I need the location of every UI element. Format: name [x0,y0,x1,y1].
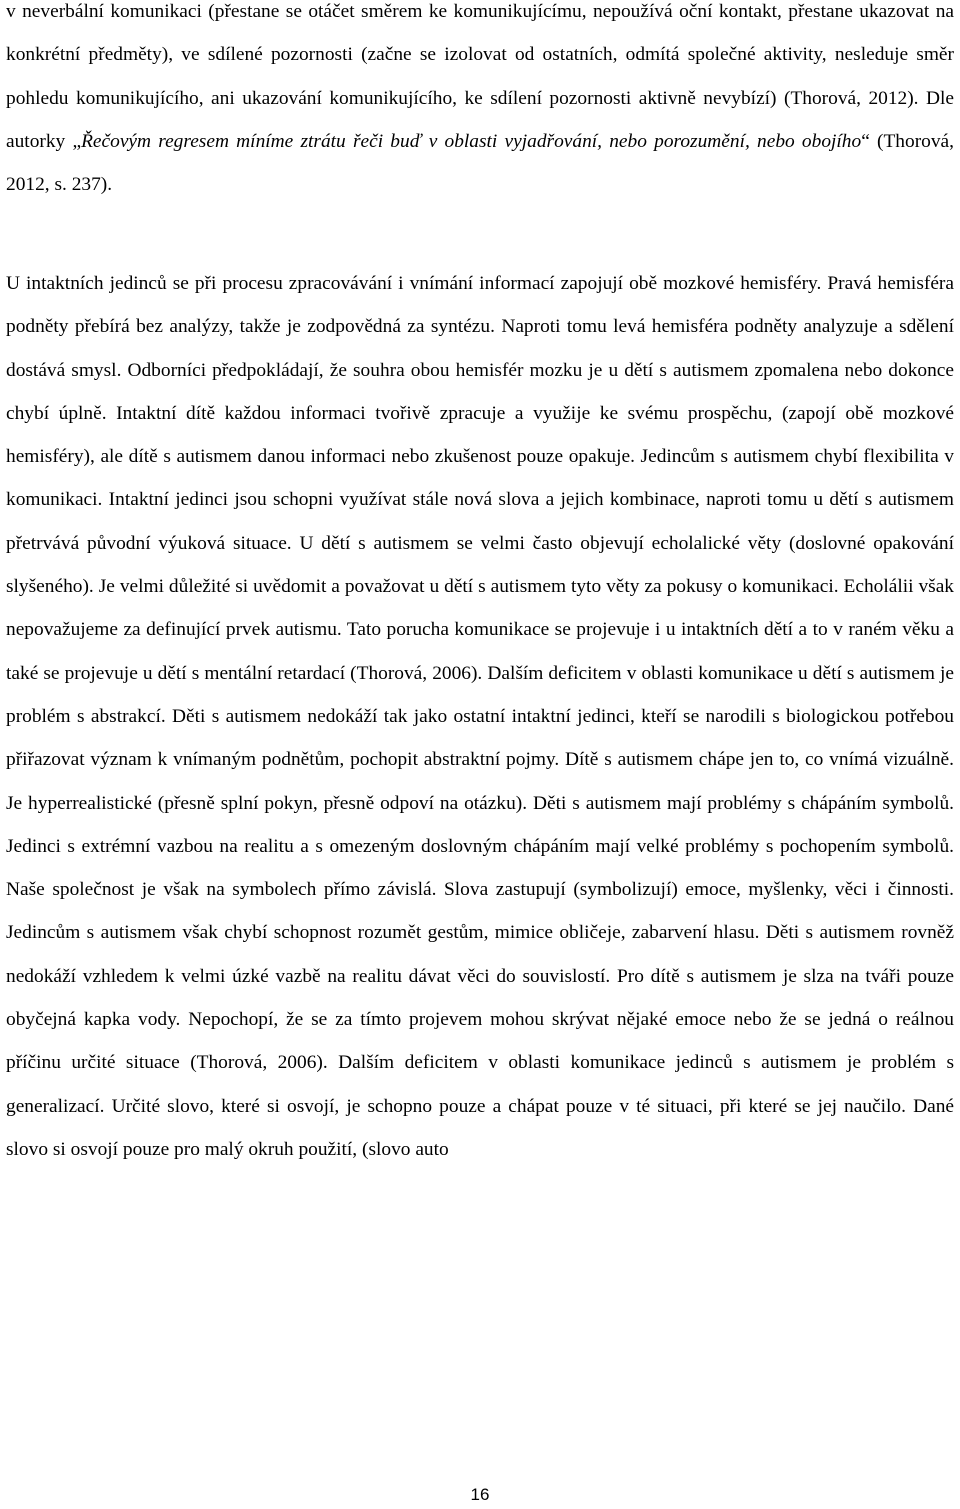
page-number: 16 [470,1485,490,1504]
document-page [6,0,954,1509]
paragraph-1 [6,0,954,206]
quotation-italic: Řečovým regresem míníme ztrátu řeči buď v oblasti vyjadřování, nebo porozumění, nebo obojího [81,130,862,152]
paragraph-2: U intaktních jedinců se při procesu zpracovávání i vnímání informací zapojují obě mozkové hemisféry. Pravá hemisféra podněty přebírá bez analýzy, takže je zodpovědná za syntézu. Naproti tomu levá hemisféra podněty analyzuje a sdělení dostává smysl. Odborníci předpokládají, že souhra obou hemisfér mozku je u dětí s autismem zpomalena nebo dokonce chybí úplně. Intaktní dítě každou informaci tvořivě zpracuje a využije ke svému prospěchu, (zapojí obě mozkové hemisféry), ale dítě s autismem danou informaci nebo zkušenost pouze opakuje. Jedincům s autismem chybí flexibilita v komunikaci. Intaktní jedinci jsou schopni využívat stále nová slova a jejich kombinace, naproti tomu u dětí s autismem přetrvává původní výuková situace. U dětí s autismem se velmi často objevují echolalické věty (doslovné opakování slyšeného). Je velmi důležité si uvědomit a považovat u dětí s autismem tyto věty za pokusy o komunikaci. Echolálii však nepovažujeme za definující prvek autismu. Tato porucha komunikace se projevuje i u intaktních dětí a to v raném věku a také se projevuje u dětí s mentální retardací (Thorová, 2006). Dalším deficitem v oblasti komunikace u dětí s autismem je problém s abstrakcí. Děti s autismem nedokáží tak jako ostatní intaktní jedinci, kteří se narodili s biologickou potřebou přiřazovat význam k vnímaným podnětům, pochopit abstraktní pojmy. Dítě s autismem chápe jen to, co vnímá vizuálně. Je hyperrealistické (přesně splní pokyn, přesně odpoví na otázku). Děti s autismem mají problémy s chápáním symbolů. Jedinci s extrémní vazbou na realitu a s omezeným doslovným chápáním mají velké problémy s pochopením symbolů. Naše společnost je však na symbolech přímo závislá. Slova zastupují (symbolizují) emoce, myšlenky, věci i činnosti. Jedincům s autismem však chybí schopnost rozumět gestům, mimice obličeje, zabarvení hlasu. Děti s autismem rovněž nedokáží vzhledem k velmi úzké vazbě na realitu dávat věci do souvislostí. Pro dítě s autismem je slza na tváři pouze obyčejná kapka vody. Nepochopí, že se za tímto projevem mohou skrývat nějaké emoce nebo že se jedná o reálnou příčinu určité situace (Thorová, 2006). Dalším deficitem v oblasti komunikace jedinců s autismem je problém s generalizací. Určité slovo, které si osvojí, je schopno pouze a chápat pouze v té situaci, při které se jej naučilo. Dané slovo si osvojí pouze pro malý okruh použití, (slovo auto [6,273,954,1160]
paragraph-1-text: v neverbální komunikaci (přestane se otáčet směrem ke komunikujícímu, nepoužívá oční kontakt, přestane ukazovat na konkrétní předměty), ve sdílené pozornosti (začne se izolovat od ostatních, odmítá společné aktivity, nesleduje směr pohledu komunikujícího, ani ukazování komunikujícího, ke sdílení pozornosti aktivně nevybízí) (Thorová, 2012). Dle autorky „ [6,1,954,152]
citation: “ (Thorová, 2012, s. 237). [6,130,955,196]
